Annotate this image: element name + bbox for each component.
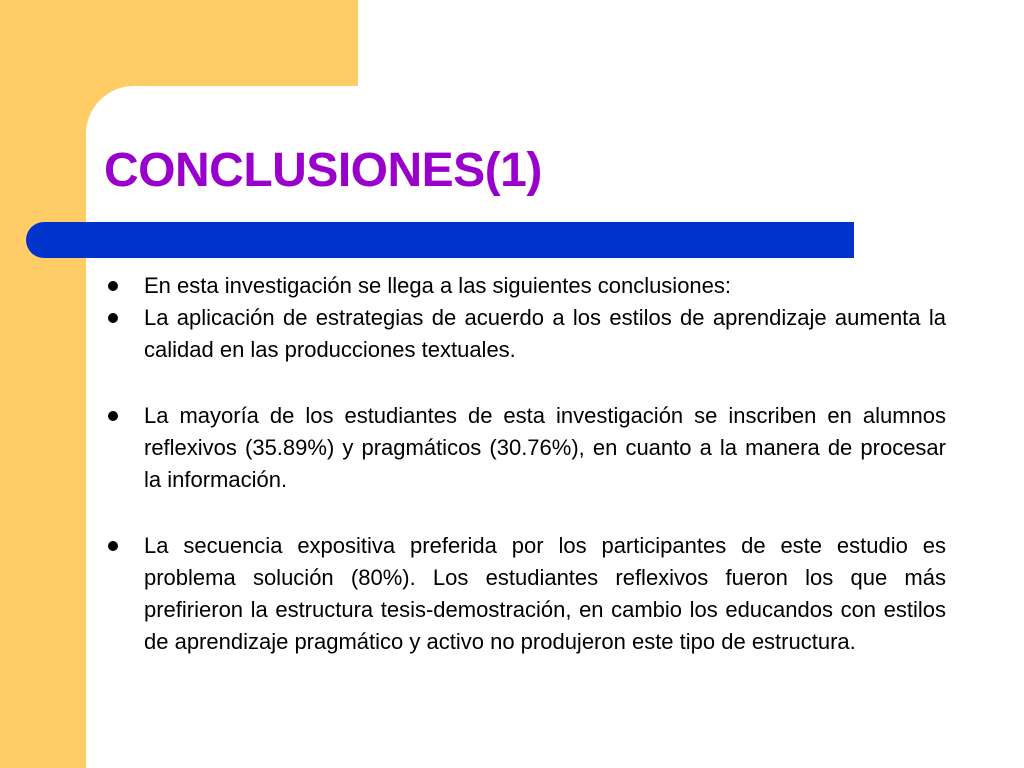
bullet-item — [104, 530, 946, 658]
bullet-icon — [108, 281, 118, 291]
bullet-item — [104, 400, 946, 496]
bullet-list — [104, 270, 946, 658]
bullet-text: La mayoría de los estudiantes de esta investigación se inscriben en alumnos reflexivos (35.89%) y pragmáticos (30.76%), en cuanto a la manera de procesar la información. — [144, 403, 946, 492]
bullet-text: La secuencia expositiva preferida por los participantes de este estudio es problema solución (80%). Los estudiantes reflexivos fueron los que más prefirieron la estructura tesis-demostración, en cambio los educandos con estilos de aprendizaje pragmático y activo no produjeron este tipo de estructura. — [144, 533, 946, 654]
bullet-text: La aplicación de estrategias de acuerdo a los estilos de aprendizaje aumenta la calidad en las producciones textuales. — [144, 305, 946, 362]
decorative-yellow-strip — [0, 0, 86, 768]
bullet-icon — [108, 411, 118, 421]
bullet-text: En esta investigación se llega a las siguientes conclusiones: — [144, 273, 732, 298]
slide-title: CONCLUSIONES(1) — [104, 144, 542, 197]
bullet-item — [104, 270, 946, 302]
bullet-icon — [108, 541, 118, 551]
bullet-item — [104, 302, 946, 366]
title-underline-bar — [26, 222, 854, 258]
bullet-icon — [108, 313, 118, 323]
